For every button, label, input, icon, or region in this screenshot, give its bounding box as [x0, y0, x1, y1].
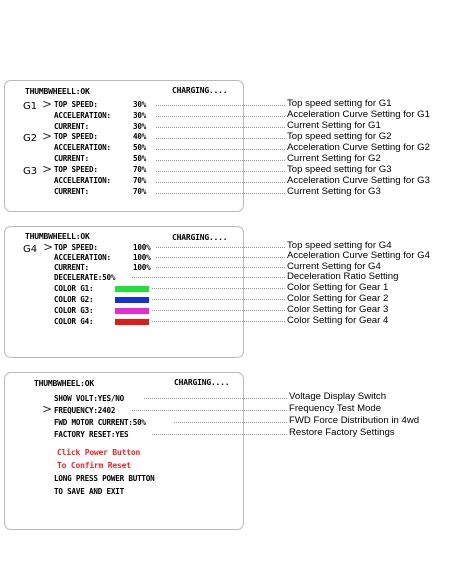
- leader-line: [152, 288, 285, 289]
- selection-arrow-icon: >: [42, 97, 53, 111]
- g3-current-value: 70%: [133, 187, 147, 196]
- leader-line: [156, 171, 285, 172]
- decelerate-setting[interactable]: DECELERATE:50%: [54, 273, 116, 282]
- leader-line: [132, 410, 287, 411]
- selection-arrow-icon: >: [42, 162, 53, 176]
- color-g4-swatch: [115, 319, 149, 325]
- g4-current-value: 100%: [133, 263, 151, 272]
- leader-line: [156, 160, 285, 161]
- annotation: Top speed setting for G4: [287, 240, 392, 251]
- annotation: Acceleration Curve Setting for G4: [287, 250, 430, 261]
- confirm-hint-line-2: To Confirm Reset: [57, 461, 131, 470]
- g2-top-speed-value: 40%: [133, 132, 147, 141]
- leader-line: [156, 257, 285, 258]
- annotation: Color Setting for Gear 2: [287, 293, 389, 304]
- g2-top-speed-label[interactable]: TOP SPEED:: [54, 132, 98, 141]
- factory-reset-setting[interactable]: FACTORY RESET:YES: [54, 430, 129, 439]
- leader-line: [144, 398, 287, 399]
- g4-current-label[interactable]: CURRENT:: [54, 263, 89, 272]
- annotation: Frequency Test Mode: [289, 403, 382, 414]
- g1-top-speed-label[interactable]: TOP SPEED:: [54, 100, 98, 109]
- annotation: Restore Factory Settings: [289, 427, 395, 438]
- selection-arrow-icon: >: [42, 402, 53, 416]
- annotation: Acceleration Curve Setting for G2: [287, 142, 430, 153]
- annotation: Color Setting for Gear 4: [287, 315, 389, 326]
- leader-line: [156, 267, 285, 268]
- g1-acceleration-value: 30%: [133, 111, 147, 120]
- leader-line: [156, 138, 285, 139]
- gear-label-g1: G1: [23, 101, 38, 112]
- color-g3-label[interactable]: COLOR G3:: [54, 306, 94, 315]
- leader-line: [156, 116, 285, 117]
- g4-acceleration-value: 100%: [133, 253, 151, 262]
- annotation: Acceleration Curve Setting for G3: [287, 175, 430, 186]
- fwd-motor-current-setting[interactable]: FWD MOTOR CURRENT:50%: [54, 418, 146, 427]
- color-g1-swatch: [115, 286, 149, 292]
- save-hint-line-1: LONG PRESS POWER BUTTON: [54, 474, 155, 483]
- thumbwheel-status: THUMBWHEELL:OK: [25, 232, 90, 241]
- g4-top-speed-label[interactable]: TOP SPEED:: [54, 243, 98, 252]
- gear-settings-panel-g4: [4, 226, 244, 358]
- g3-acceleration-label[interactable]: ACCELERATION:: [54, 176, 111, 185]
- selection-arrow-icon: >: [42, 129, 53, 143]
- g1-current-value: 30%: [133, 122, 147, 131]
- save-hint-line-2: TO SAVE AND EXIT: [54, 487, 124, 496]
- color-g2-swatch: [115, 297, 149, 303]
- leader-line: [156, 149, 285, 150]
- g1-current-label[interactable]: CURRENT:: [54, 122, 89, 131]
- g1-top-speed-value: 30%: [133, 100, 147, 109]
- color-g3-swatch: [115, 308, 149, 314]
- annotation: Top speed setting for G3: [287, 164, 392, 175]
- leader-line: [132, 277, 285, 278]
- color-g1-label[interactable]: COLOR G1:: [54, 284, 94, 293]
- g1-acceleration-label[interactable]: ACCELERATION:: [54, 111, 111, 120]
- g4-top-speed-value: 100%: [133, 243, 151, 252]
- annotation: Color Setting for Gear 3: [287, 304, 389, 315]
- gear-label-g4: G4: [23, 244, 38, 255]
- leader-line: [152, 310, 285, 311]
- frequency-setting[interactable]: FREQUENCY:2402: [54, 406, 116, 415]
- gear-label-g2: G2: [23, 133, 38, 144]
- g4-acceleration-label[interactable]: ACCELERATION:: [54, 253, 111, 262]
- g2-current-label[interactable]: CURRENT:: [54, 154, 89, 163]
- thumbwheel-status: THUMBWHEEL:OK: [34, 379, 95, 388]
- annotation: Current Setting for G1: [287, 120, 381, 131]
- annotation: Top speed setting for G2: [287, 131, 392, 142]
- annotation: Current Setting for G3: [287, 186, 381, 197]
- leader-line: [152, 299, 285, 300]
- annotation: Top speed setting for G1: [287, 98, 392, 109]
- annotation: Voltage Display Switch: [289, 391, 387, 402]
- charging-status: CHARGING....: [174, 378, 230, 387]
- leader-line: [152, 434, 287, 435]
- leader-line: [156, 182, 285, 183]
- thumbwheel-status: THUMBWHEELL:OK: [25, 87, 90, 96]
- annotation: Acceleration Curve Setting for G1: [287, 109, 430, 120]
- annotation: Current Setting for G2: [287, 153, 381, 164]
- gear-label-g3: G3: [23, 166, 38, 177]
- charging-status: CHARGING....: [172, 233, 228, 242]
- leader-line: [156, 105, 285, 106]
- leader-line: [152, 321, 285, 322]
- selection-arrow-icon: >: [43, 240, 54, 254]
- confirm-hint-line-1: Click Power Button: [57, 448, 141, 457]
- g3-current-label[interactable]: CURRENT:: [54, 187, 89, 196]
- annotation: FWD Force Distribution in 4wd: [289, 415, 420, 426]
- color-g2-label[interactable]: COLOR G2:: [54, 295, 94, 304]
- g3-top-speed-label[interactable]: TOP SPEED:: [54, 165, 98, 174]
- leader-line: [156, 127, 285, 128]
- color-g4-label[interactable]: COLOR G4:: [54, 317, 94, 326]
- leader-line: [156, 193, 285, 194]
- annotation: Deceleration Ratio Setting: [287, 271, 399, 282]
- annotation: Color Setting for Gear 1: [287, 282, 389, 293]
- annotation: Current Setting for G4: [287, 261, 381, 272]
- g2-acceleration-value: 50%: [133, 143, 147, 152]
- leader-line: [156, 247, 285, 248]
- show-volt-setting[interactable]: SHOW VOLT:YES/NO: [54, 394, 124, 403]
- charging-status: CHARGING....: [172, 86, 228, 95]
- g2-current-value: 50%: [133, 154, 147, 163]
- g2-acceleration-label[interactable]: ACCELERATION:: [54, 143, 111, 152]
- g3-top-speed-value: 70%: [133, 165, 147, 174]
- leader-line: [174, 422, 287, 423]
- g3-acceleration-value: 70%: [133, 176, 147, 185]
